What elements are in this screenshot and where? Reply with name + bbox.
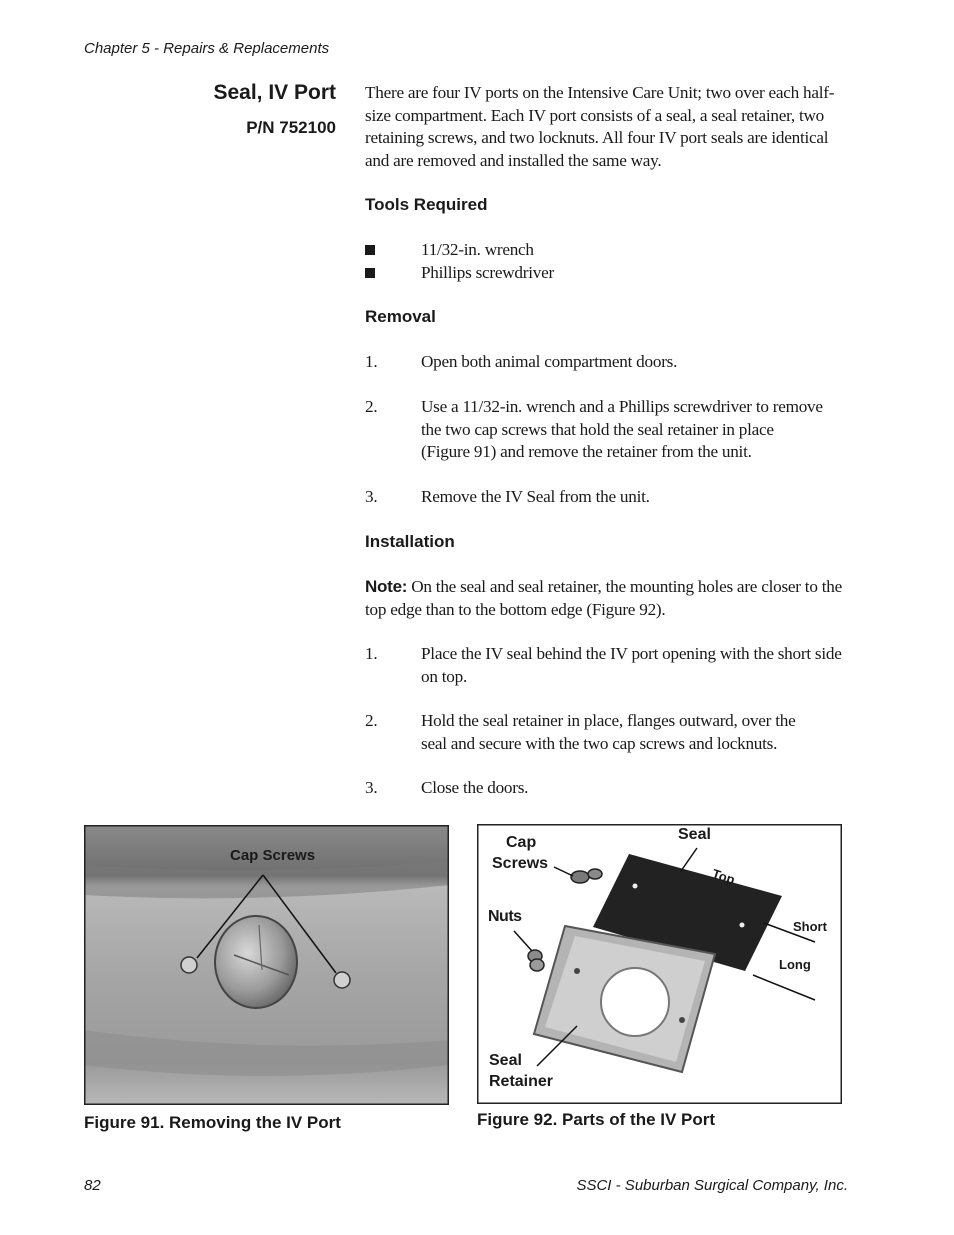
list-item: Phillips screwdriver [365, 262, 843, 285]
removal-step-1: 1. Open both animal compartment doors. [365, 352, 678, 371]
seal-retainer-label-line1: Seal [489, 1052, 522, 1069]
chapter-header: Chapter 5 - Repairs & Replacements [84, 40, 330, 57]
removal-step-2: 2. Use a 11/32-in. wrench and a Phillips screwdriver to remove the two cap screws that hold the seal retainer in place (Figure 91) and remove the retainer from the unit. [365, 397, 823, 461]
cap-label: Cap [506, 834, 537, 851]
short-label: Short [793, 919, 827, 934]
note-label: Note: [365, 577, 408, 596]
installation-note [365, 576, 843, 621]
installation-step-2: 2. Hold the seal retainer in place, flanges outward, over the seal and secure with the two cap screws and locknuts. [365, 711, 796, 753]
section-title: Seal, IV Port [213, 81, 336, 104]
screws-label: Screws [492, 855, 549, 872]
iv-port-opening [215, 916, 297, 1008]
intro-paragraph: There are four IV ports on the Intensive Care Unit; two over each half-size compartment. Each IV port consists of a seal, a seal retainer, two retaining screws, and two locknuts. All four IV port seals are identical and are removed and installed the same way. [365, 83, 835, 170]
long-label: Long [779, 957, 811, 972]
figure-91-photo [84, 825, 449, 1105]
installation-heading: Installation [365, 532, 455, 551]
figure-92-caption: Figure 92. Parts of the IV Port [477, 1110, 716, 1129]
cap-screw-left [181, 957, 197, 973]
nuts-label: Nuts [488, 908, 522, 925]
top-label: Top [710, 866, 737, 888]
seal-label: Seal [678, 826, 711, 843]
cap-screws-label: Cap Screws [230, 847, 316, 864]
removal-step-3: 3. Remove the IV Seal from the unit. [365, 487, 650, 506]
list-item: 11/32-in. wrench [365, 239, 843, 262]
seal-retainer-label-line2: Retainer [489, 1073, 554, 1090]
installation-step-1: 1. Place the IV seal behind the IV port opening with the short side on top. [365, 644, 842, 686]
bullet-icon [365, 245, 375, 255]
bullet-icon [365, 268, 375, 278]
tools-heading: Tools Required [365, 195, 488, 214]
installation-step-3: 3. Close the doors. [365, 778, 529, 797]
cap-screw-right [334, 972, 350, 988]
page-number: 82 [84, 1177, 101, 1194]
removal-heading: Removal [365, 307, 436, 326]
tools-list [365, 239, 843, 284]
figure-92-photo [477, 824, 842, 1104]
part-number: P/N 752100 [246, 118, 336, 137]
footer-company: SSCI - Suburban Surgical Company, Inc. [576, 1177, 848, 1194]
note-text: On the seal and seal retainer, the mounting holes are closer to the top edge than to the bottom edge (Figure 92). [365, 577, 842, 619]
figure-91-caption: Figure 91. Removing the IV Port [84, 1113, 341, 1132]
cap-screw-part [571, 871, 589, 883]
